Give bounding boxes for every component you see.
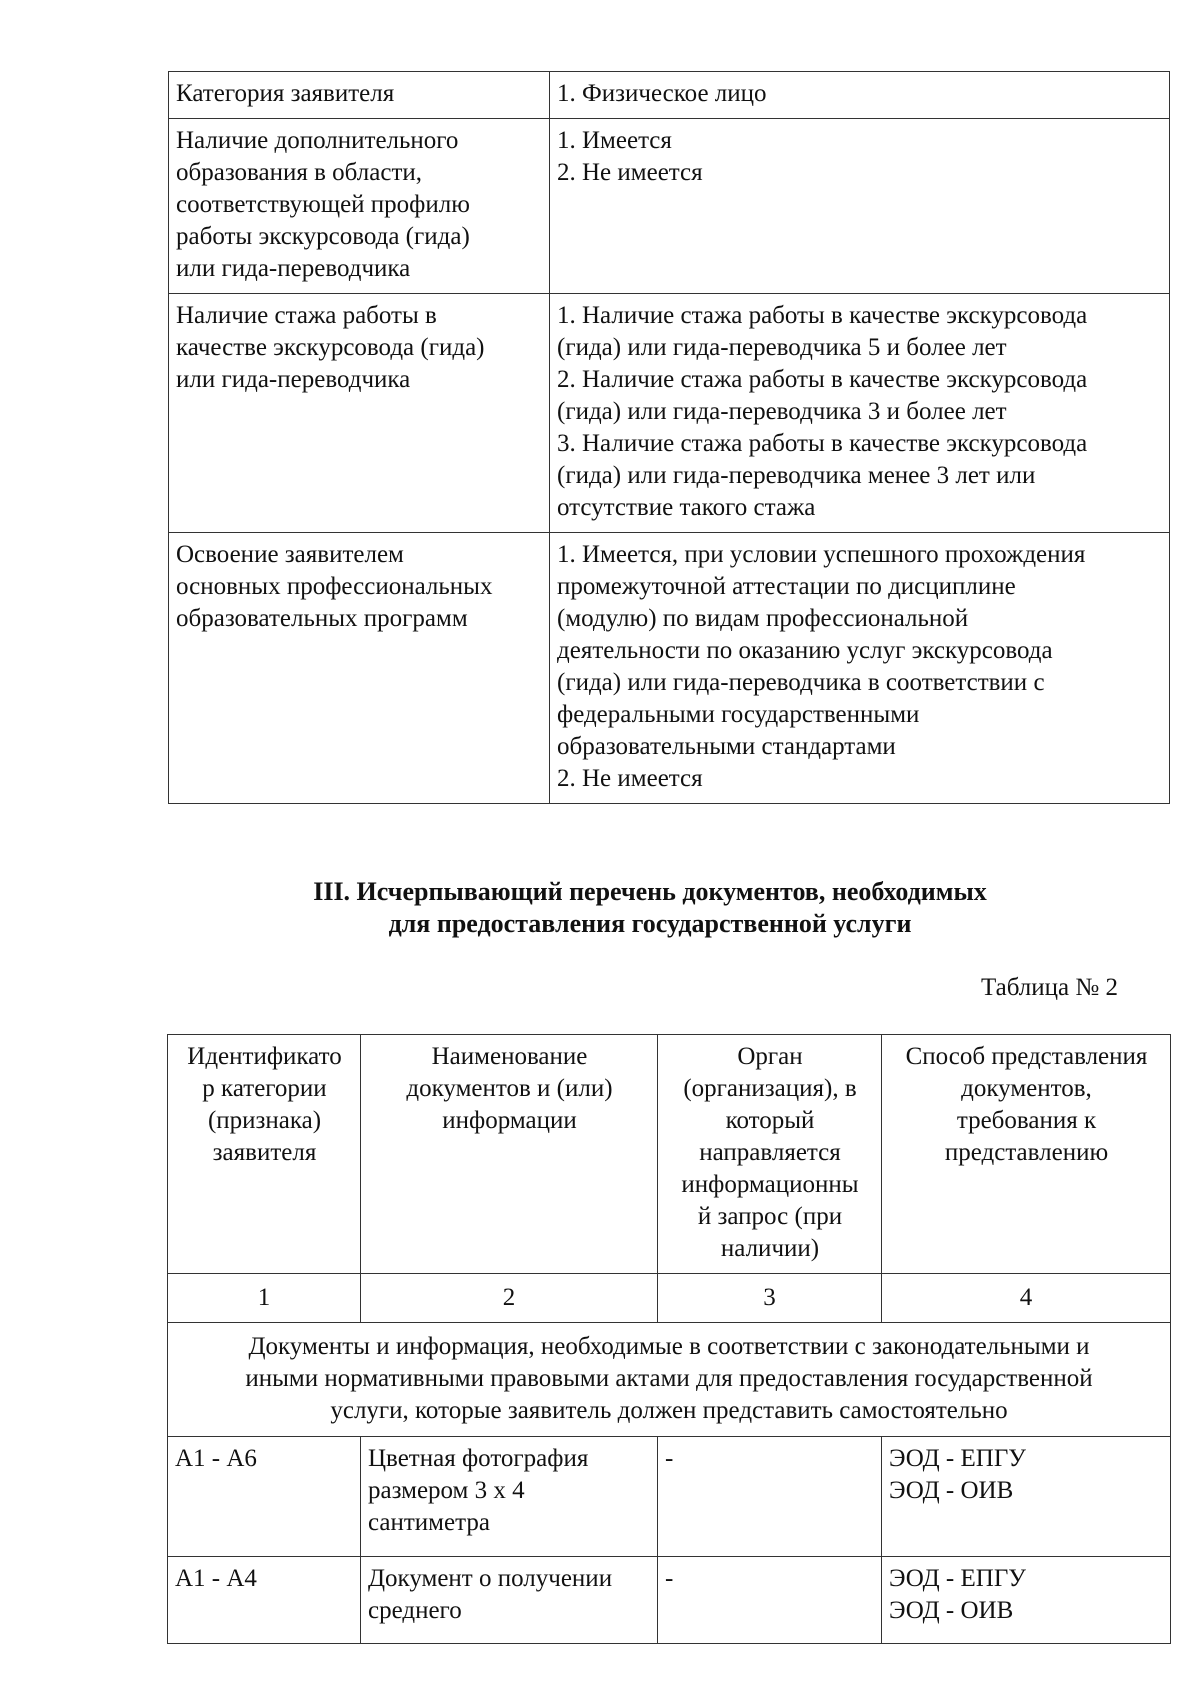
text-line: Способ представления [905,1043,1148,1070]
text-line: Наличие дополнительного [176,127,459,154]
column-number: 2 [361,1274,658,1323]
request-organization-cell [658,1437,882,1557]
text-line: (модулю) по видам профессиональной [557,605,969,632]
text-line: Идентификато [187,1043,342,1070]
applicant-criteria-table [168,71,1170,804]
text-line: деятельности по оказанию услуг экскурсовода [557,637,1053,664]
text-line: образовательных программ [176,605,468,632]
text-line: основных профессиональных [176,573,493,600]
table-row [168,1557,1171,1644]
text-line: наличии) [720,1235,820,1262]
text-line: заявителя [212,1139,317,1166]
text-line: А1 - А6 [175,1445,257,1472]
document-name-cell [361,1557,658,1644]
text-line: Освоение заявителем [176,541,404,568]
criterion-label [169,533,550,804]
category-id-cell [168,1557,361,1644]
text-line: соответствующей профилю [176,191,470,218]
table-row [168,1437,1171,1557]
criterion-value [550,533,1170,804]
text-line: 2. Не имеется [557,159,703,186]
criterion-value [550,294,1170,533]
text-line: (гида) или гида-переводчика 3 и более лет [557,398,1007,425]
text-line: Документы и информация, необходимые в соответствии с законодательными и [248,1333,1090,1360]
criterion-value [550,119,1170,294]
text-line: (гида) или гида-переводчика 5 и более лет [557,334,1007,361]
category-id-cell [168,1437,361,1557]
text-line: (гида) или гида-переводчика в соответствии с [557,669,1045,696]
text-line: (признака) [207,1107,322,1134]
table-label: Таблица № 2 [980,974,1118,1001]
text-line: Наличие стажа работы в [176,302,437,329]
document-name-cell [361,1437,658,1557]
request-organization-cell [658,1557,882,1644]
text-line: ЭОД - ОИВ [889,1597,1014,1624]
text-line: документов и (или) [406,1075,613,1102]
text-line: 1. Имеется [557,127,672,154]
criterion-value [550,72,1170,119]
table-header-row [168,1035,1171,1274]
text-line: (организация), в [683,1075,857,1102]
text-line: - [665,1445,674,1472]
column-header [882,1035,1171,1274]
text-line: Документ о получении [368,1565,613,1592]
text-line: информационны [681,1171,859,1198]
text-line: А1 - А4 [175,1565,257,1592]
section-heading-line: для предоставления государственной услуги [388,909,912,938]
text-line: или гида-переводчика [176,255,411,282]
text-line: федеральными государственными [557,701,920,728]
text-line: иными нормативными правовыми актами для предоставления государственной [245,1365,1093,1392]
section-row-text [168,1323,1171,1437]
text-line: ЭОД - ЕПГУ [889,1445,1026,1472]
text-line: размером 3 х 4 [368,1477,525,1504]
column-header [168,1035,361,1274]
text-line: сантиметра [368,1509,490,1536]
documents-table [167,1034,1171,1644]
text-line: 3. Наличие стажа работы в качестве экскурсовода [557,430,1088,457]
text-line: услуги, которые заявитель должен представить самостоятельно [330,1397,1008,1424]
table-row [169,294,1170,533]
column-header [361,1035,658,1274]
text-line: представлению [944,1139,1109,1166]
text-line: требования к [956,1107,1097,1134]
column-header [658,1035,882,1274]
text-line: среднего [368,1597,462,1624]
text-line: 1. Физическое лицо [557,80,767,107]
text-line: который [725,1107,815,1134]
text-line: 2. Наличие стажа работы в качестве экскурсовода [557,366,1088,393]
text-line: Орган [737,1043,803,1070]
text-line: ЭОД - ОИВ [889,1477,1014,1504]
section-row [168,1323,1171,1437]
text-line: (гида) или гида-переводчика менее 3 лет или [557,462,1036,489]
text-line: 1. Наличие стажа работы в качестве экскурсовода [557,302,1088,329]
column-number: 1 [168,1274,361,1323]
text-line: направляется [699,1139,841,1166]
section-heading-line: III. Исчерпывающий перечень документов, необходимых [313,877,987,906]
text-line: качестве экскурсовода (гида) [176,334,485,361]
text-line: - [665,1565,674,1592]
submission-method-cell [882,1437,1171,1557]
column-number-row [168,1274,1171,1323]
text-line: или гида-переводчика [176,366,411,393]
text-line: 2. Не имеется [557,765,703,792]
section-heading [150,876,1150,940]
text-line: промежуточной аттестации по дисциплине [557,573,1016,600]
text-line: работы экскурсовода (гида) [176,223,470,250]
text-line: образования в области, [176,159,422,186]
text-line: Цветная фотография [368,1445,589,1472]
text-line: информации [442,1107,577,1134]
table-row [169,72,1170,119]
text-line: ЭОД - ЕПГУ [889,1565,1026,1592]
text-line: р категории [202,1075,327,1102]
text-line: документов, [961,1075,1092,1102]
table-row [169,533,1170,804]
text-line: Наименование [431,1043,588,1070]
text-line: 1. Имеется, при условии успешного прохождения [557,541,1086,568]
column-number: 4 [882,1274,1171,1323]
submission-method-cell [882,1557,1171,1644]
criterion-label [169,72,550,119]
table-row [169,119,1170,294]
text-line: Категория заявителя [176,80,395,107]
criterion-label [169,119,550,294]
column-number: 3 [658,1274,882,1323]
text-line: й запрос (при [697,1203,843,1230]
criterion-label [169,294,550,533]
text-line: отсутствие такого стажа [557,494,816,521]
text-line: образовательными стандартами [557,733,896,760]
